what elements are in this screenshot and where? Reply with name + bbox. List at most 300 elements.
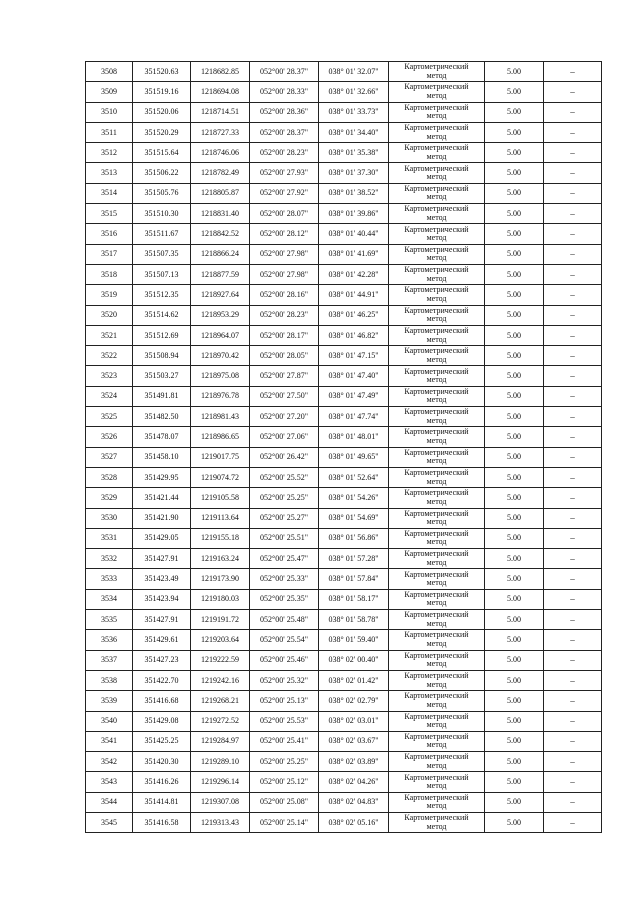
note-cell: – bbox=[544, 670, 602, 690]
y-coordinate-cell: 1218981.43 bbox=[191, 407, 250, 427]
latitude-cell: 052°00' 25.47" bbox=[250, 549, 319, 569]
table-row bbox=[86, 427, 602, 447]
method-cell bbox=[389, 366, 485, 386]
latitude-cell: 052°00' 27.93" bbox=[250, 163, 319, 183]
x-coordinate-cell: 351511.67 bbox=[133, 224, 191, 244]
method-label-line1: Картометрический bbox=[404, 488, 469, 498]
latitude-cell: 052°00' 25.35" bbox=[250, 589, 319, 609]
accuracy-cell: 5.00 bbox=[485, 792, 544, 812]
point-number-cell: 3516 bbox=[86, 224, 133, 244]
method-label-line1: Картометрический bbox=[404, 143, 469, 153]
method-label-line1: Картометрический bbox=[404, 123, 469, 133]
latitude-cell: 052°00' 28.37" bbox=[250, 62, 319, 82]
method-cell bbox=[389, 630, 485, 650]
y-coordinate-cell: 1219173.90 bbox=[191, 569, 250, 589]
point-number-cell: 3520 bbox=[86, 305, 133, 325]
method-label-line1: Картометрический bbox=[404, 407, 469, 417]
y-coordinate-cell: 1219313.43 bbox=[191, 812, 250, 832]
table-row bbox=[86, 549, 602, 569]
point-number-cell: 3536 bbox=[86, 630, 133, 650]
table-row bbox=[86, 346, 602, 366]
table-row bbox=[86, 285, 602, 305]
table-row bbox=[86, 305, 602, 325]
accuracy-cell: 5.00 bbox=[485, 752, 544, 772]
y-coordinate-cell: 1219272.52 bbox=[191, 711, 250, 731]
y-coordinate-cell: 1219105.58 bbox=[191, 488, 250, 508]
method-label-line2: метод bbox=[426, 435, 447, 445]
method-label-line1: Картометрический bbox=[404, 589, 469, 599]
method-label-line1: Картометрический bbox=[404, 366, 469, 376]
method-cell bbox=[389, 143, 485, 163]
x-coordinate-cell: 351507.13 bbox=[133, 264, 191, 284]
x-coordinate-cell: 351482.50 bbox=[133, 407, 191, 427]
note-cell: – bbox=[544, 488, 602, 508]
accuracy-cell: 5.00 bbox=[485, 163, 544, 183]
x-coordinate-cell: 351519.16 bbox=[133, 82, 191, 102]
point-number-cell: 3523 bbox=[86, 366, 133, 386]
accuracy-cell: 5.00 bbox=[485, 407, 544, 427]
latitude-cell: 052°00' 28.12" bbox=[250, 224, 319, 244]
latitude-cell: 052°00' 27.50" bbox=[250, 386, 319, 406]
longitude-cell: 038° 01' 41.69" bbox=[319, 244, 389, 264]
note-cell: – bbox=[544, 447, 602, 467]
method-label-line1: Картометрический bbox=[404, 204, 469, 214]
y-coordinate-cell: 1218970.42 bbox=[191, 346, 250, 366]
table-row bbox=[86, 366, 602, 386]
longitude-cell: 038° 01' 47.74" bbox=[319, 407, 389, 427]
y-coordinate-cell: 1218714.51 bbox=[191, 102, 250, 122]
method-cell bbox=[389, 244, 485, 264]
latitude-cell: 052°00' 28.07" bbox=[250, 204, 319, 224]
table-row bbox=[86, 325, 602, 345]
note-cell: – bbox=[544, 163, 602, 183]
longitude-cell: 038° 01' 40.44" bbox=[319, 224, 389, 244]
method-label-line2: метод bbox=[426, 638, 447, 648]
accuracy-cell: 5.00 bbox=[485, 508, 544, 528]
point-number-cell: 3514 bbox=[86, 183, 133, 203]
latitude-cell: 052°00' 25.33" bbox=[250, 569, 319, 589]
accuracy-cell: 5.00 bbox=[485, 325, 544, 345]
point-number-cell: 3522 bbox=[86, 346, 133, 366]
accuracy-cell: 5.00 bbox=[485, 589, 544, 609]
method-cell bbox=[389, 224, 485, 244]
longitude-cell: 038° 02' 00.40" bbox=[319, 650, 389, 670]
note-cell: – bbox=[544, 731, 602, 751]
point-number-cell: 3541 bbox=[86, 731, 133, 751]
table-row bbox=[86, 589, 602, 609]
method-cell bbox=[389, 711, 485, 731]
y-coordinate-cell: 1219017.75 bbox=[191, 447, 250, 467]
x-coordinate-cell: 351429.61 bbox=[133, 630, 191, 650]
latitude-cell: 052°00' 27.98" bbox=[250, 244, 319, 264]
point-number-cell: 3511 bbox=[86, 122, 133, 142]
longitude-cell: 038° 01' 39.86" bbox=[319, 204, 389, 224]
note-cell: – bbox=[544, 183, 602, 203]
method-label-line1: Картометрический bbox=[404, 305, 469, 315]
longitude-cell: 038° 01' 34.40" bbox=[319, 122, 389, 142]
point-number-cell: 3537 bbox=[86, 650, 133, 670]
point-number-cell: 3524 bbox=[86, 386, 133, 406]
point-number-cell: 3517 bbox=[86, 244, 133, 264]
latitude-cell: 052°00' 27.20" bbox=[250, 407, 319, 427]
point-number-cell: 3543 bbox=[86, 772, 133, 792]
method-label-line2: метод bbox=[426, 598, 447, 608]
table-row bbox=[86, 610, 602, 630]
point-number-cell: 3527 bbox=[86, 447, 133, 467]
method-cell bbox=[389, 549, 485, 569]
x-coordinate-cell: 351520.63 bbox=[133, 62, 191, 82]
longitude-cell: 038° 01' 58.78" bbox=[319, 610, 389, 630]
y-coordinate-cell: 1218975.08 bbox=[191, 366, 250, 386]
table-row bbox=[86, 467, 602, 487]
accuracy-cell: 5.00 bbox=[485, 264, 544, 284]
accuracy-cell: 5.00 bbox=[485, 122, 544, 142]
method-label-line2: метод bbox=[426, 618, 447, 628]
latitude-cell: 052°00' 28.36" bbox=[250, 102, 319, 122]
x-coordinate-cell: 351507.35 bbox=[133, 244, 191, 264]
point-number-cell: 3508 bbox=[86, 62, 133, 82]
table-row bbox=[86, 447, 602, 467]
method-label-line1: Картометрический bbox=[404, 630, 469, 640]
longitude-cell: 038° 01' 44.91" bbox=[319, 285, 389, 305]
x-coordinate-cell: 351429.08 bbox=[133, 711, 191, 731]
latitude-cell: 052°00' 25.08" bbox=[250, 792, 319, 812]
note-cell: – bbox=[544, 407, 602, 427]
method-label-line1: Картометрический bbox=[404, 691, 469, 701]
longitude-cell: 038° 01' 46.25" bbox=[319, 305, 389, 325]
y-coordinate-cell: 1219163.24 bbox=[191, 549, 250, 569]
method-cell bbox=[389, 264, 485, 284]
y-coordinate-cell: 1218694.08 bbox=[191, 82, 250, 102]
point-number-cell: 3519 bbox=[86, 285, 133, 305]
x-coordinate-cell: 351505.76 bbox=[133, 183, 191, 203]
method-cell bbox=[389, 610, 485, 630]
method-label-line1: Картометрический bbox=[404, 752, 469, 762]
y-coordinate-cell: 1219191.72 bbox=[191, 610, 250, 630]
note-cell: – bbox=[544, 386, 602, 406]
latitude-cell: 052°00' 27.87" bbox=[250, 366, 319, 386]
method-label-line1: Картометрический bbox=[404, 569, 469, 579]
method-cell bbox=[389, 305, 485, 325]
table-row bbox=[86, 772, 602, 792]
y-coordinate-cell: 1218842.52 bbox=[191, 224, 250, 244]
method-label-line2: метод bbox=[426, 720, 447, 730]
y-coordinate-cell: 1219307.08 bbox=[191, 792, 250, 812]
x-coordinate-cell: 351416.58 bbox=[133, 812, 191, 832]
note-cell: – bbox=[544, 589, 602, 609]
method-cell bbox=[389, 731, 485, 751]
method-label-line2: метод bbox=[426, 395, 447, 405]
x-coordinate-cell: 351520.29 bbox=[133, 122, 191, 142]
y-coordinate-cell: 1219289.10 bbox=[191, 752, 250, 772]
accuracy-cell: 5.00 bbox=[485, 386, 544, 406]
x-coordinate-cell: 351512.35 bbox=[133, 285, 191, 305]
note-cell: – bbox=[544, 508, 602, 528]
point-number-cell: 3515 bbox=[86, 204, 133, 224]
table-row bbox=[86, 711, 602, 731]
longitude-cell: 038° 02' 04.26" bbox=[319, 772, 389, 792]
table-row bbox=[86, 650, 602, 670]
y-coordinate-cell: 1218746.06 bbox=[191, 143, 250, 163]
method-cell bbox=[389, 812, 485, 832]
method-label-line2: метод bbox=[426, 801, 447, 811]
latitude-cell: 052°00' 25.52" bbox=[250, 467, 319, 487]
latitude-cell: 052°00' 25.12" bbox=[250, 772, 319, 792]
longitude-cell: 038° 01' 38.52" bbox=[319, 183, 389, 203]
method-label-line1: Картометрический bbox=[404, 102, 469, 112]
longitude-cell: 038° 01' 59.40" bbox=[319, 630, 389, 650]
accuracy-cell: 5.00 bbox=[485, 467, 544, 487]
method-cell bbox=[389, 670, 485, 690]
accuracy-cell: 5.00 bbox=[485, 528, 544, 548]
x-coordinate-cell: 351416.68 bbox=[133, 691, 191, 711]
point-number-cell: 3542 bbox=[86, 752, 133, 772]
latitude-cell: 052°00' 28.37" bbox=[250, 122, 319, 142]
y-coordinate-cell: 1218986.65 bbox=[191, 427, 250, 447]
method-cell bbox=[389, 163, 485, 183]
point-number-cell: 3525 bbox=[86, 407, 133, 427]
y-coordinate-cell: 1219180.03 bbox=[191, 589, 250, 609]
accuracy-cell: 5.00 bbox=[485, 772, 544, 792]
y-coordinate-cell: 1219268.21 bbox=[191, 691, 250, 711]
accuracy-cell: 5.00 bbox=[485, 630, 544, 650]
point-number-cell: 3529 bbox=[86, 488, 133, 508]
table-row bbox=[86, 731, 602, 751]
method-cell bbox=[389, 204, 485, 224]
note-cell: – bbox=[544, 62, 602, 82]
longitude-cell: 038° 01' 35.38" bbox=[319, 143, 389, 163]
x-coordinate-cell: 351420.30 bbox=[133, 752, 191, 772]
accuracy-cell: 5.00 bbox=[485, 143, 544, 163]
method-cell bbox=[389, 569, 485, 589]
note-cell: – bbox=[544, 427, 602, 447]
method-label-line2: метод bbox=[426, 557, 447, 567]
accuracy-cell: 5.00 bbox=[485, 102, 544, 122]
longitude-cell: 038° 01' 57.84" bbox=[319, 569, 389, 589]
note-cell: – bbox=[544, 711, 602, 731]
y-coordinate-cell: 1218964.07 bbox=[191, 325, 250, 345]
accuracy-cell: 5.00 bbox=[485, 285, 544, 305]
table-row bbox=[86, 143, 602, 163]
table-row bbox=[86, 264, 602, 284]
latitude-cell: 052°00' 25.13" bbox=[250, 691, 319, 711]
method-cell bbox=[389, 691, 485, 711]
accuracy-cell: 5.00 bbox=[485, 549, 544, 569]
point-number-cell: 3518 bbox=[86, 264, 133, 284]
note-cell: – bbox=[544, 528, 602, 548]
accuracy-cell: 5.00 bbox=[485, 650, 544, 670]
method-cell bbox=[389, 447, 485, 467]
point-number-cell: 3545 bbox=[86, 812, 133, 832]
method-label-line2: метод bbox=[426, 314, 447, 324]
longitude-cell: 038° 01' 33.73" bbox=[319, 102, 389, 122]
method-label-line2: метод bbox=[426, 334, 447, 344]
method-label-line2: метод bbox=[426, 456, 447, 466]
method-label-line2: метод bbox=[426, 212, 447, 222]
method-label-line2: метод bbox=[426, 375, 447, 385]
x-coordinate-cell: 351414.81 bbox=[133, 792, 191, 812]
x-coordinate-cell: 351510.30 bbox=[133, 204, 191, 224]
point-number-cell: 3512 bbox=[86, 143, 133, 163]
longitude-cell: 038° 01' 49.65" bbox=[319, 447, 389, 467]
accuracy-cell: 5.00 bbox=[485, 427, 544, 447]
table-row bbox=[86, 62, 602, 82]
method-label-line2: метод bbox=[426, 760, 447, 770]
table-row bbox=[86, 691, 602, 711]
latitude-cell: 052°00' 28.23" bbox=[250, 143, 319, 163]
method-label-line2: метод bbox=[426, 517, 447, 527]
longitude-cell: 038° 02' 01.42" bbox=[319, 670, 389, 690]
latitude-cell: 052°00' 25.32" bbox=[250, 670, 319, 690]
method-label-line2: метод bbox=[426, 679, 447, 689]
note-cell: – bbox=[544, 366, 602, 386]
y-coordinate-cell: 1218866.24 bbox=[191, 244, 250, 264]
x-coordinate-cell: 351429.05 bbox=[133, 528, 191, 548]
method-label-line1: Картометрический bbox=[404, 650, 469, 660]
y-coordinate-cell: 1218831.40 bbox=[191, 204, 250, 224]
method-label-line2: метод bbox=[426, 659, 447, 669]
table-row bbox=[86, 163, 602, 183]
note-cell: – bbox=[544, 122, 602, 142]
longitude-cell: 038° 01' 47.40" bbox=[319, 366, 389, 386]
point-number-cell: 3534 bbox=[86, 589, 133, 609]
accuracy-cell: 5.00 bbox=[485, 447, 544, 467]
latitude-cell: 052°00' 25.46" bbox=[250, 650, 319, 670]
point-number-cell: 3544 bbox=[86, 792, 133, 812]
table-row bbox=[86, 488, 602, 508]
longitude-cell: 038° 01' 37.30" bbox=[319, 163, 389, 183]
point-number-cell: 3538 bbox=[86, 670, 133, 690]
accuracy-cell: 5.00 bbox=[485, 488, 544, 508]
method-label-line2: метод bbox=[426, 476, 447, 486]
method-cell bbox=[389, 650, 485, 670]
x-coordinate-cell: 351416.26 bbox=[133, 772, 191, 792]
longitude-cell: 038° 01' 54.69" bbox=[319, 508, 389, 528]
method-label-line2: метод bbox=[426, 578, 447, 588]
accuracy-cell: 5.00 bbox=[485, 569, 544, 589]
y-coordinate-cell: 1218727.33 bbox=[191, 122, 250, 142]
y-coordinate-cell: 1218805.87 bbox=[191, 183, 250, 203]
accuracy-cell: 5.00 bbox=[485, 691, 544, 711]
note-cell: – bbox=[544, 224, 602, 244]
coordinates-table bbox=[85, 61, 602, 833]
accuracy-cell: 5.00 bbox=[485, 183, 544, 203]
note-cell: – bbox=[544, 630, 602, 650]
y-coordinate-cell: 1218953.29 bbox=[191, 305, 250, 325]
point-number-cell: 3509 bbox=[86, 82, 133, 102]
method-label-line1: Картометрический bbox=[404, 244, 469, 254]
method-cell bbox=[389, 488, 485, 508]
table-row bbox=[86, 670, 602, 690]
y-coordinate-cell: 1218877.59 bbox=[191, 264, 250, 284]
y-coordinate-cell: 1219284.97 bbox=[191, 731, 250, 751]
method-label-line1: Картометрический bbox=[404, 224, 469, 234]
table-row bbox=[86, 528, 602, 548]
table-row bbox=[86, 508, 602, 528]
note-cell: – bbox=[544, 204, 602, 224]
table-row bbox=[86, 183, 602, 203]
latitude-cell: 052°00' 25.14" bbox=[250, 812, 319, 832]
method-label-line1: Картометрический bbox=[404, 610, 469, 620]
method-cell bbox=[389, 82, 485, 102]
x-coordinate-cell: 351427.23 bbox=[133, 650, 191, 670]
method-label-line1: Картометрический bbox=[404, 326, 469, 335]
x-coordinate-cell: 351425.25 bbox=[133, 731, 191, 751]
accuracy-cell: 5.00 bbox=[485, 670, 544, 690]
method-label-line1: Картометрический bbox=[404, 346, 469, 356]
method-label-line1: Картометрический bbox=[404, 183, 469, 193]
point-number-cell: 3532 bbox=[86, 549, 133, 569]
method-label-line2: метод bbox=[426, 273, 447, 283]
x-coordinate-cell: 351503.27 bbox=[133, 366, 191, 386]
note-cell: – bbox=[544, 102, 602, 122]
method-cell bbox=[389, 407, 485, 427]
method-label-line2: метод bbox=[426, 537, 447, 547]
method-label-line2: метод bbox=[426, 415, 447, 425]
note-cell: – bbox=[544, 772, 602, 792]
table-row bbox=[86, 82, 602, 102]
method-label-line1: Картометрический bbox=[404, 468, 469, 478]
method-label-line2: метод bbox=[426, 781, 447, 791]
latitude-cell: 052°00' 27.92" bbox=[250, 183, 319, 203]
table-row bbox=[86, 102, 602, 122]
longitude-cell: 038° 01' 58.17" bbox=[319, 589, 389, 609]
accuracy-cell: 5.00 bbox=[485, 244, 544, 264]
table-row bbox=[86, 244, 602, 264]
x-coordinate-cell: 351512.69 bbox=[133, 325, 191, 345]
method-label-line1: Картометрический bbox=[404, 711, 469, 721]
method-label-line2: метод bbox=[426, 192, 447, 202]
method-label-line1: Картометрический bbox=[404, 163, 469, 173]
method-label-line2: метод bbox=[426, 740, 447, 750]
table-row bbox=[86, 812, 602, 832]
method-label-line2: метод bbox=[426, 821, 447, 831]
method-label-line2: метод bbox=[426, 699, 447, 709]
x-coordinate-cell: 351429.95 bbox=[133, 467, 191, 487]
table-row bbox=[86, 122, 602, 142]
longitude-cell: 038° 01' 47.15" bbox=[319, 346, 389, 366]
latitude-cell: 052°00' 25.25" bbox=[250, 488, 319, 508]
table-row bbox=[86, 407, 602, 427]
longitude-cell: 038° 02' 02.79" bbox=[319, 691, 389, 711]
method-label-line2: метод bbox=[426, 354, 447, 364]
method-label-line2: метод bbox=[426, 253, 447, 263]
longitude-cell: 038° 02' 04.83" bbox=[319, 792, 389, 812]
point-number-cell: 3539 bbox=[86, 691, 133, 711]
method-cell bbox=[389, 386, 485, 406]
y-coordinate-cell: 1219242.16 bbox=[191, 670, 250, 690]
note-cell: – bbox=[544, 325, 602, 345]
y-coordinate-cell: 1218976.78 bbox=[191, 386, 250, 406]
latitude-cell: 052°00' 27.98" bbox=[250, 264, 319, 284]
point-number-cell: 3530 bbox=[86, 508, 133, 528]
point-number-cell: 3535 bbox=[86, 610, 133, 630]
longitude-cell: 038° 01' 32.07" bbox=[319, 62, 389, 82]
table-row bbox=[86, 569, 602, 589]
y-coordinate-cell: 1219296.14 bbox=[191, 772, 250, 792]
method-label-line1: Картометрический bbox=[404, 528, 469, 538]
table-row bbox=[86, 386, 602, 406]
x-coordinate-cell: 351421.90 bbox=[133, 508, 191, 528]
method-label-line1: Картометрический bbox=[404, 386, 469, 396]
note-cell: – bbox=[544, 569, 602, 589]
method-label-line1: Картометрический bbox=[404, 813, 469, 823]
method-cell bbox=[389, 508, 485, 528]
method-label-line1: Картометрический bbox=[404, 792, 469, 802]
y-coordinate-cell: 1219074.72 bbox=[191, 467, 250, 487]
latitude-cell: 052°00' 26.42" bbox=[250, 447, 319, 467]
note-cell: – bbox=[544, 346, 602, 366]
